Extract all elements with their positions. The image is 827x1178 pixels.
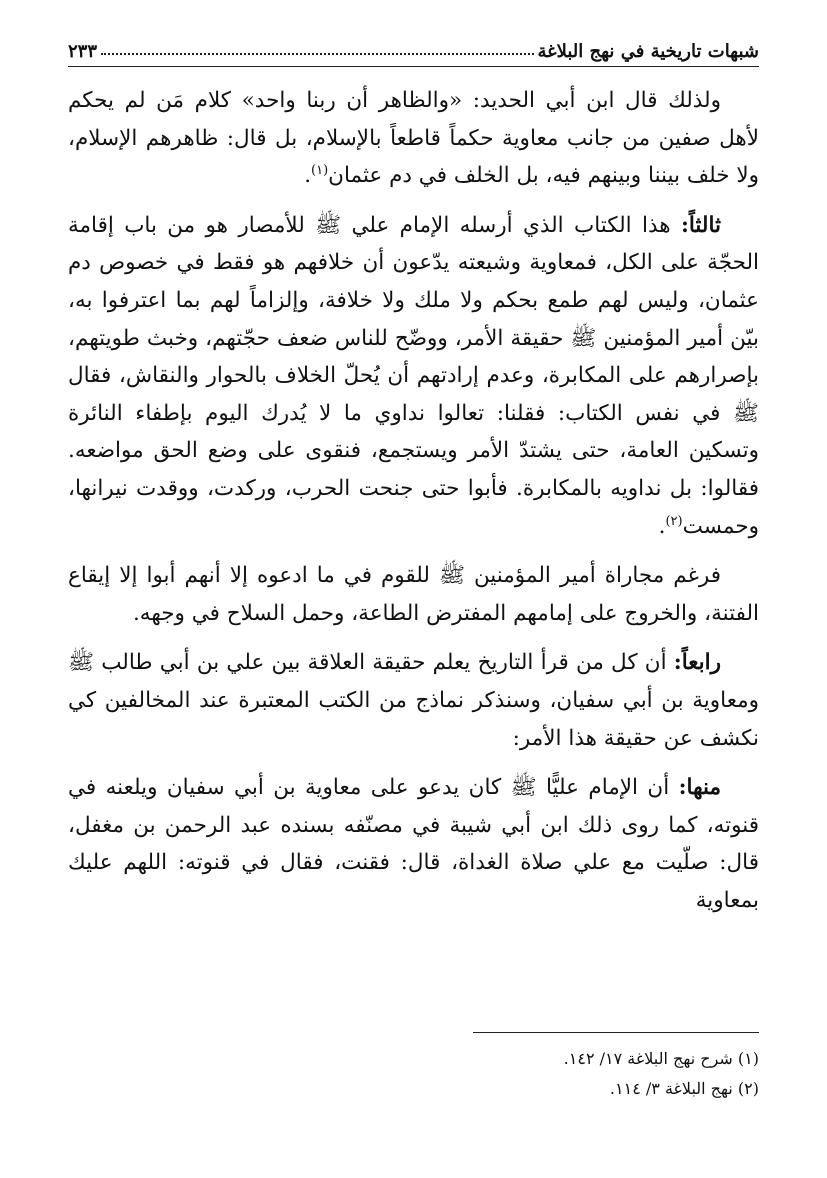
paragraph-text: ولذلك قال ابن أبي الحديد: «والظاهر أن ربنا واحد» كلام مَن لم يحكم لأهل صفين من جانب معاوية حكماً قاطعاً بالإسلام، بل قال: ظاهرهم الإسلام، ولا خلف بيننا وبينهم فيه، بل الخلف في دم عثمان xyxy=(68,88,759,189)
footnote: (٢) نهج البلاغة ٣/ ١١٤. xyxy=(609,1079,759,1098)
paragraph xyxy=(68,557,759,632)
paragraph-text: أن كل من قرأ التاريخ يعلم حقيقة العلاقة بين علي بن أبي طالب ﷺ ومعاوية بن أبي سفيان، وسنذكر نماذج من الكتب المعتبرة عند المخالفين كي نكشف عن حقيقة هذا الأمر: xyxy=(68,650,759,751)
paragraph-text: أن الإمام عليًّا ﷺ كان يدعو على معاوية بن أبي سفيان ويلعنه في قنوته، كما روى ذلك ابن أبي شيبة في مصنّفه بسنده عبد الرحمن بن مغفل، قال: صلّيت مع علي صلاة الغداة، قال: فقنت، فقال في قنوته: اللهم عليك بمعاوية xyxy=(68,775,759,913)
main-text xyxy=(68,82,759,919)
paragraph-text: فرغم مجاراة أمير المؤمنين ﷺ للقوم في ما ادعوه إلا أنهم أبوا إلا إيقاع الفتنة، والخروج على إمامهم المفترض الطاعة، وحمل السلاح في وجهه. xyxy=(68,563,759,626)
paragraph xyxy=(68,82,759,195)
paragraph-text: هذا الكتاب الذي أرسله الإمام علي ﷺ للأمصار هو من باب إقامة الحجّة على الكل، فمعاوية وشيعته يدّعون أن خلافهم هو فقط في خصوص دم عثمان، وليس لهم طمع بحكم ولا ملك ولا خلافة، وإلزاماً لهم بما اعترفوا به، بيّن أمير المؤمنين ﷺ حقيقة الأمر، ووضّح للناس ضعف حجّتهم، وخبث طويتهم، بإصرارهم على المكابرة، وعدم إرادتهم أن يُحلّ الخلاف بالحوار والنقاش، فقال ﷺ في نفس الكتاب: فقلنا: تعالوا نداوي ما لا يُدرك اليوم بإطفاء النائرة وتسكين العامة، حتى يشتدّ الأمر ويستجمع، فنقوى على وضع الحق مواضعه. فقالوا: بل نداويه بالمكابرة. فأبوا حتى جنحت الحرب، وركدت، ووقدت نيرانها، وحمست xyxy=(68,212,759,539)
paragraph xyxy=(68,207,759,545)
running-header-title: شبهات تاريخية في نهج البلاغة xyxy=(537,41,759,62)
paragraph xyxy=(68,769,759,919)
paragraph xyxy=(68,644,759,757)
footnote: (١) شرح نهج البلاغة ١٧/ ١٤٢. xyxy=(563,1049,759,1068)
header-dot-leader xyxy=(101,53,534,55)
footnote-reference[interactable]: (١) xyxy=(311,163,329,179)
footnotes xyxy=(68,1044,759,1104)
paragraph-tail: . xyxy=(658,513,666,539)
header-rule xyxy=(68,66,759,67)
page-number: ٢٣٣ xyxy=(68,41,98,62)
footnote-separator xyxy=(473,1032,759,1033)
paragraph-lead: ثالثاً: xyxy=(680,212,721,238)
paragraph-lead: رابعاً: xyxy=(673,650,721,676)
paragraph-lead: منها: xyxy=(678,775,721,801)
running-header xyxy=(68,30,759,62)
paragraph-tail: . xyxy=(304,163,312,189)
footnote-reference[interactable]: (٢) xyxy=(665,513,683,529)
